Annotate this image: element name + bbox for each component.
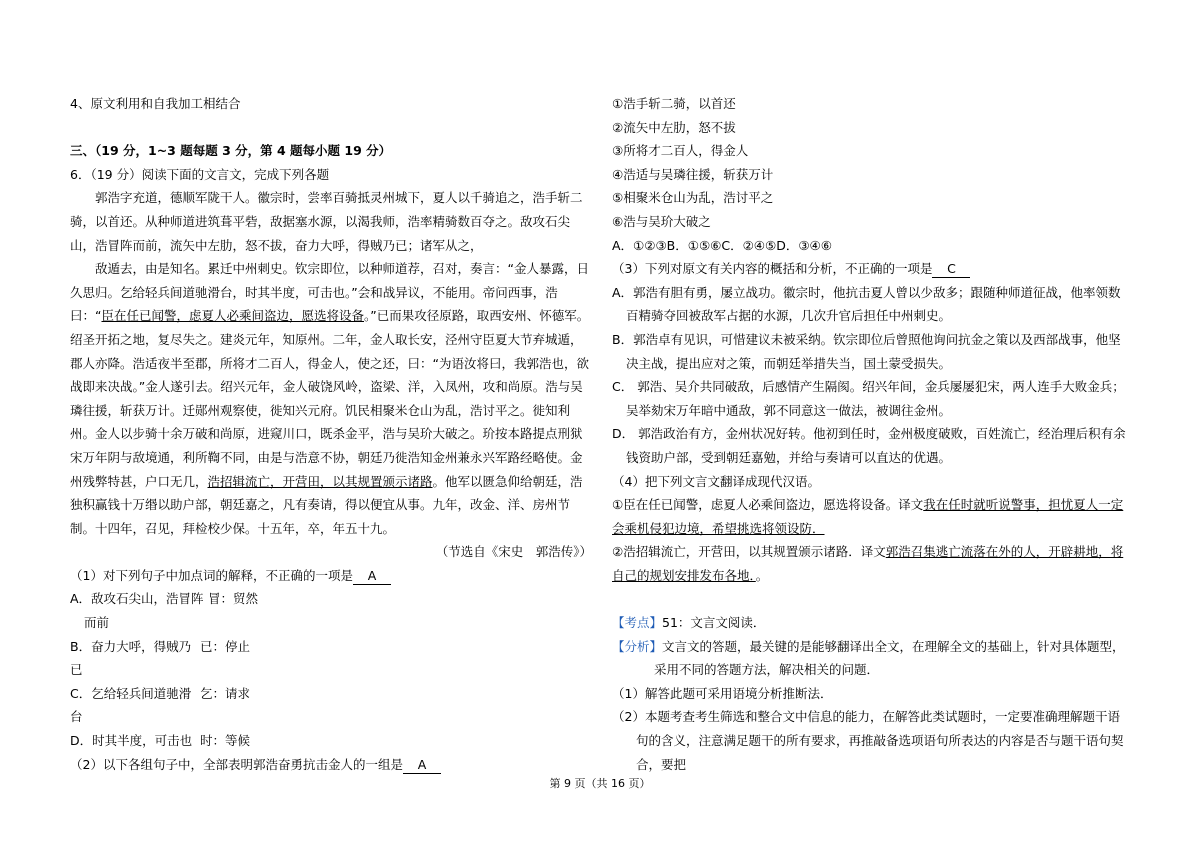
- option-b: B．奋力大呼，得贼乃已 已：停止: [70, 638, 251, 678]
- option-3c: C． 郭浩、吴介共同破敌，后感情产生隔阂。绍兴年间，金兵屡屡犯宋，两人连手大败金兵；吴举劾宋万年暗中通敌，郭不同意这一做法，被调往金州。: [612, 379, 1125, 418]
- option-d: D．时其半度，可击也 时：等候: [70, 733, 251, 749]
- sub-question-4: （4）把下列文言文翻译成现代汉语。: [612, 473, 820, 489]
- translation-1: ①臣在任已闻警，虑夏人必乘间盗边，愿选将设备。译文我在任时就听说警事，担忧夏人一定会乘机侵犯边境，希望挑选将领设防．: [612, 497, 1124, 536]
- translation-1-answer: 我在任时就听说警事，担忧夏人一定会乘机侵犯边境，希望挑选将领设防．: [612, 497, 1124, 536]
- item-6: ⑥浩与吴玠大破之: [612, 213, 711, 229]
- principle-4: 4、原文利用和自我加工相结合: [70, 96, 241, 111]
- left-column: [70, 92, 592, 776]
- sub-question-1: （1）对下列句子中加点词的解释，不正确的一项是 A: [70, 564, 592, 588]
- sub-question-3: （3）下列对原文有关内容的概括和分析，不正确的一项是 C: [612, 257, 1128, 281]
- fenxi-tag: 【分析】: [612, 638, 663, 654]
- option-a: A．敌攻石尖山，浩冒阵 冒：贸然: [70, 591, 259, 607]
- passage-paragraph-2: 敌遁去，由是知名。累迁中州刺史。钦宗即位，以种师道荐，召对，奏言：“金人暴露，日久思归。乞给轻兵间道驰滑台，时其半度，可击也。”会和战异议，不能用。帝问西事，浩曰：“臣在任已闻警，虑夏人必乘间盗边，愿选将设备。”已而果攻径原路，取西安州、怀德军。绍圣开拓之地，复尽失之。建炎元年，知原州。二年，金人取长安，泾州守臣夏大节弃城遁，郡人亦降。浩适夜半至郡，所将才二百人，得金人，使之还，曰：“为语汝将曰，我郭浩也，欲战即来决战。”金人遂引去。绍兴元年，金人破饶风岭，盗梁、洋，入凤州，攻和尚原。浩与吴璘往援，斩获万计。迁郧州观察使，徙知兴元府。饥民相聚米仓山为乱，浩讨平之。徙知利州。金人以步骑十余万破和尚原，进窥川口，既杀金平，浩与吴玠大破之。玠按本路提点刑狱宋万年阴与敌境通，利所鞫不同，由是与浩意不协，朝廷乃徙浩知金州兼永兴军路经略使。金州残弊特甚，户口无几，浩招辑流亡，开营田，以其规置颁示诸路。他军以匮急仰给朝廷，浩独积赢钱十万缗以助户部，朝廷嘉之，凡有奏请，得以便宜从事。九年，改金、洋、房州节制。十四年，召见，拜检校少保。十五年，卒，年五十九。: [70, 261, 590, 536]
- section-3-heading: 三、（19 分，1~3 题每题 3 分，第 4 题每小题 19 分）: [70, 143, 392, 159]
- fenxi-line: 【分析】文言文的答题，最关键的是能够翻译出全文，在理解全文的基础上，针对具体题型，采用不同的答题方法，解决相关的问题．: [612, 638, 1125, 678]
- question-6: 6．（19 分）阅读下面的文言文，完成下列各题: [70, 166, 330, 182]
- item-5: ⑤相聚米仓山为乱，浩讨平之: [612, 190, 774, 206]
- item-1: ①浩手斩二骑，以首还: [612, 96, 736, 111]
- underlined-sentence-2: 浩招辑流亡，开营田，以其规置颁示诸路: [207, 473, 433, 489]
- source-citation: （节选自《宋史 郭浩传》）: [435, 544, 592, 560]
- option-3d: D． 郭浩政治有方，金州状况好转。他初到任时，金州极度破败，百姓流亡，经治理后积有余钱资助户部，受到朝廷嘉勉，并给与奏请可以直达的优遇。: [612, 426, 1126, 465]
- page-footer: 第 9 页（共 16 页）: [549, 777, 651, 790]
- translation-2: ②浩招辑流亡，开营田，以其规置颁示诸路．译文郭浩召集逃亡流落在外的人，开辟耕地，将自己的规划安排发布各地．。: [612, 544, 1124, 583]
- option-a-continued: 而前: [84, 615, 110, 631]
- analysis-2: （2）本题考查考生筛选和整合文中信息的能力，在解答此类试题时，一定要准确理解题干语句的含义，注意满足题干的所有要求，再推敲备选项语句所表达的内容是否与题干语句契合，要把: [612, 709, 1124, 772]
- sub-question-2: （2）以下各组句子中，全部表明郭浩奋勇抗击金人的一组是 A: [70, 753, 592, 777]
- underlined-sentence-1: 臣在任已闻警，虑夏人必乘间盗边，愿选将设备: [101, 308, 364, 324]
- kaodian-line: 【考点】51：文言文阅读．: [612, 615, 766, 631]
- choice-line: A．①②③B．①⑤⑥C．②④⑤D．③④⑥: [612, 237, 832, 253]
- item-3: ③所将才二百人，得金人: [612, 143, 749, 159]
- item-2: ②流矢中左肋，怒不拔: [612, 119, 736, 135]
- passage-paragraph-1: 郭浩字充道，德顺军陇干人。徽宗时，尝率百骑抵灵州城下，夏人以千骑追之，浩手斩二骑，以首还。从种师道进筑葺平砦，敌据塞水源，以渴我师，浩率精骑数百夺之。敌攻石尖山，浩冒阵而前，流矢中左肋，怒不拔，奋力大呼，得贼乃已；诸军从之，: [70, 190, 583, 253]
- right-column: [612, 92, 1128, 776]
- option-3b: B．郭浩卓有见识，可惜建议未被采纳。钦宗即位后曾照他询问抗金之策以及西部战事，他坚决主战，提出应对之策，而朝廷举措失当，国土蒙受损失。: [612, 331, 1121, 371]
- option-3a: A．郭浩有胆有勇，屡立战功。徽宗时，他抗击夏人曾以少敌多；跟随种师道征战，他率领数百精骑夺回被敌军占据的水源，几次升官后担任中州刺史。: [612, 284, 1121, 324]
- item-4: ④浩适与吴璘往援，斩获万计: [612, 166, 774, 182]
- answer-blank-3: C: [932, 261, 970, 278]
- option-c: C．乞给轻兵间道驰滑台 乞：请求: [70, 685, 251, 725]
- kaodian-tag: 【考点】: [612, 615, 663, 631]
- analysis-1: （1）解答此题可采用语境分析推断法．: [612, 685, 833, 701]
- answer-blank-2: A: [403, 757, 441, 774]
- answer-blank-1: A: [353, 568, 391, 585]
- translation-2-answer: 郭浩召集逃亡流落在外的人，开辟耕地，将自己的规划安排发布各地．: [612, 544, 1124, 583]
